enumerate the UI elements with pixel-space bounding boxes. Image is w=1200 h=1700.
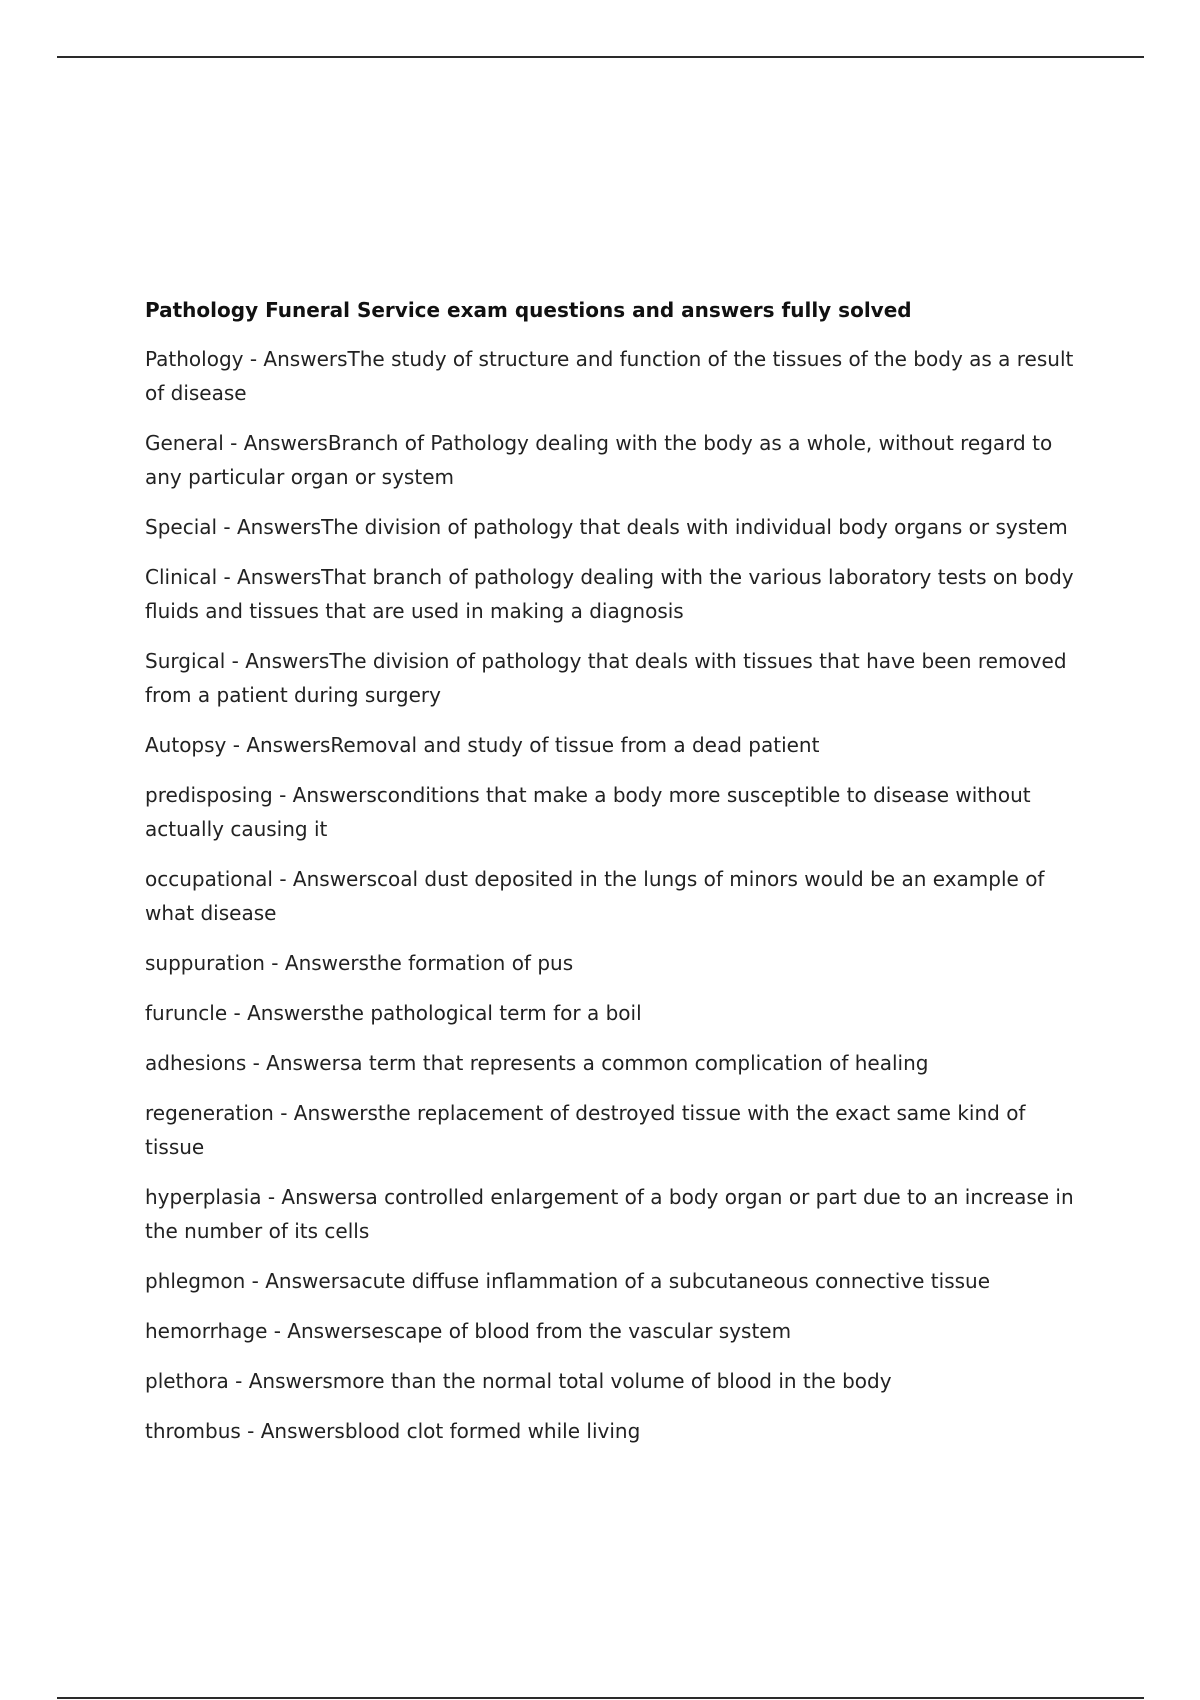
qa-list [145,342,1090,1448]
qa-item-suppuration: suppuration - Answersthe formation of pus [145,951,574,975]
qa-item-special: Special - AnswersThe division of pathology that deals with individual body organs or system [145,515,1068,539]
header-rule [57,56,1144,58]
qa-item-furuncle: furuncle - Answersthe pathological term for a boil [145,1001,642,1025]
qa-item-regeneration: regeneration - Answersthe replacement of destroyed tissue with the exact same kind of tissue [145,1101,1026,1159]
qa-item-adhesions: adhesions - Answersa term that represents a common complication of healing [145,1051,929,1075]
qa-item-predisposing: predisposing - Answersconditions that make a body more susceptible to disease without actually causing it [145,783,1031,841]
qa-item-hyperplasia: hyperplasia - Answersa controlled enlargement of a body organ or part due to an increase in the number of its cells [145,1185,1074,1243]
qa-item-clinical: Clinical - AnswersThat branch of pathology dealing with the various laboratory tests on body fluids and tissues that are used in making a diagnosis [145,565,1074,623]
footer-rule [57,1697,1144,1699]
document-title: Pathology Funeral Service exam questions and answers fully solved [145,298,912,322]
qa-item-general: General - AnswersBranch of Pathology dealing with the body as a whole, without regard to any particular organ or system [145,431,1053,489]
qa-item-hemorrhage: hemorrhage - Answersescape of blood from the vascular system [145,1319,792,1343]
qa-item-phlegmon: phlegmon - Answersacute diffuse inflammation of a subcutaneous connective tissue [145,1269,991,1293]
qa-item-autopsy: Autopsy - AnswersRemoval and study of tissue from a dead patient [145,733,820,757]
qa-item-pathology: Pathology - AnswersThe study of structure and function of the tissues of the body as a result of disease [145,347,1074,405]
document-body [145,292,1090,1464]
qa-item-thrombus: thrombus - Answersblood clot formed while living [145,1419,641,1443]
qa-item-occupational: occupational - Answerscoal dust deposited in the lungs of minors would be an example of what disease [145,867,1045,925]
qa-item-plethora: plethora - Answersmore than the normal total volume of blood in the body [145,1369,892,1393]
qa-item-surgical: Surgical - AnswersThe division of pathology that deals with tissues that have been removed from a patient during surgery [145,649,1067,707]
